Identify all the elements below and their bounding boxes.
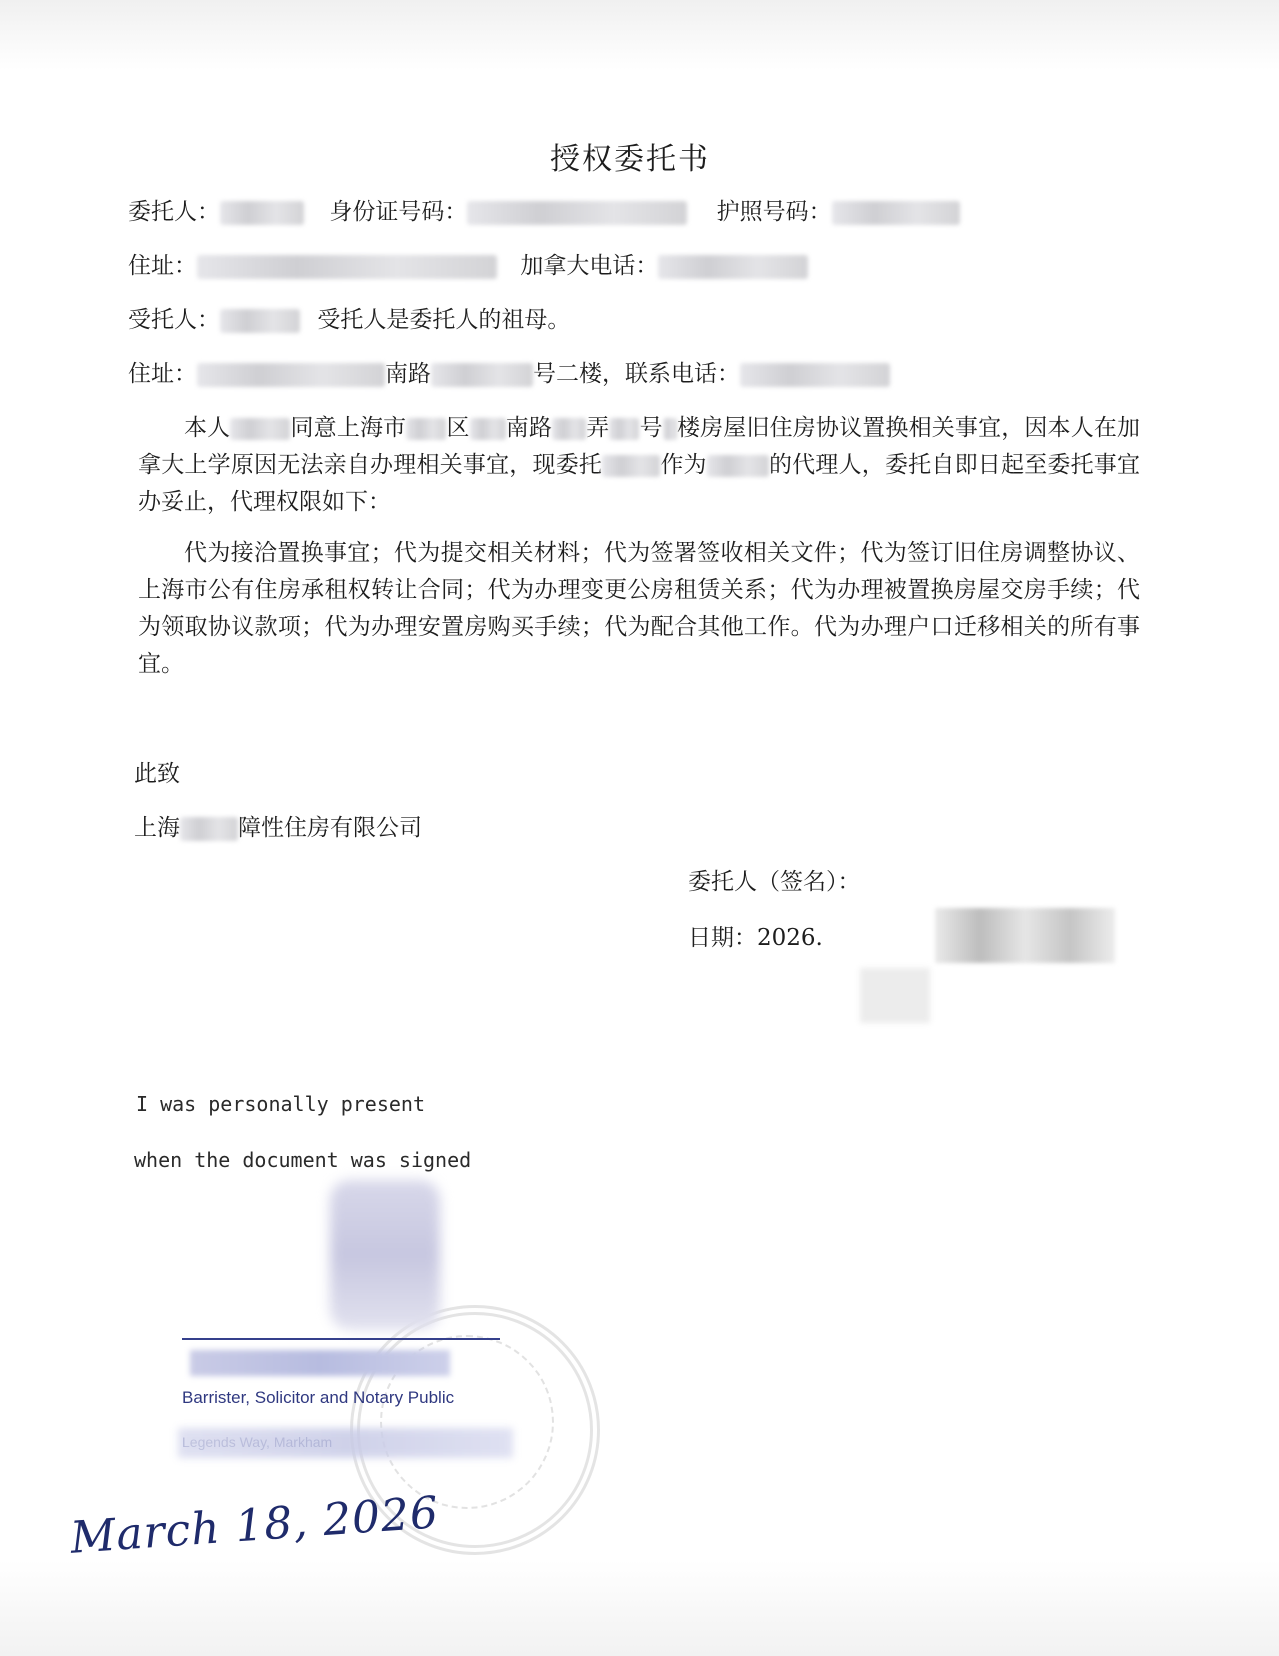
redacted-agent-name — [220, 309, 300, 333]
redacted-id-number — [467, 201, 687, 225]
principal-line — [128, 196, 960, 228]
signature-label: 委托人（签名）： — [688, 869, 861, 895]
para1-text-6: 号 — [639, 415, 663, 441]
redacted-signature — [935, 908, 1115, 963]
redacted-agent-address-1 — [197, 363, 385, 387]
agent-line — [128, 304, 570, 336]
agent-address-line — [128, 358, 890, 390]
salutation: 此致 — [134, 761, 180, 787]
para1-text-5: 弄 — [586, 415, 610, 441]
redacted-district — [406, 418, 446, 440]
recipient-line — [134, 812, 422, 844]
redacted-agent-address-2 — [431, 363, 533, 387]
authorization-paragraph — [138, 410, 1140, 521]
para1-text-2: 同意上海市 — [290, 415, 407, 441]
redacted-recipient — [180, 817, 238, 841]
canada-phone-label: 加拿大电话： — [520, 253, 659, 279]
notary-title: Barrister, Solicitor and Notary Public — [182, 1388, 455, 1407]
date-line — [688, 922, 823, 954]
notary-statement-line1: I was personally present — [136, 1092, 425, 1116]
powers-paragraph: 代为接洽置换事宜；代为提交相关材料；代为签署签收相关文件；代为签订旧住房调整协议、上海市公有住房承租权转让合同；代为办理变更公房租赁关系；代为办理被置换房屋交房手续；代为领取协议款项；代为办理安置房购买手续；代为配合其他工作。代为办理户口迁移相关的所有事宜。 — [138, 540, 1140, 677]
stamp-rule — [182, 1338, 500, 1340]
recipient-prefix: 上海 — [134, 815, 180, 841]
redacted-name-1 — [230, 418, 290, 440]
agent-relation: 受托人是委托人的祖母。 — [317, 307, 571, 333]
notary-statement-line2: when the document was signed — [134, 1148, 472, 1172]
para1-text-9: 的代理人，委托自即日起至委托事宜办妥止，代理权限如下： — [138, 452, 1141, 515]
redacted-notary-address — [178, 1428, 513, 1458]
redacted-date — [860, 968, 930, 1023]
para1-text-3: 区 — [446, 415, 470, 441]
agent-address-road: 南路 — [385, 361, 431, 387]
principal-label: 委托人： — [128, 199, 220, 225]
notary-stamp — [182, 1338, 502, 1478]
date-label: 日期： — [688, 925, 757, 951]
redacted-road — [470, 418, 506, 440]
recipient-suffix: 障性住房有限公司 — [238, 815, 422, 841]
redacted-principal-address — [197, 255, 497, 279]
document-title: 授权委托书 — [550, 142, 710, 177]
agent-label: 受托人： — [128, 307, 220, 333]
para1-text-8: 作为 — [660, 452, 707, 478]
redacted-principal-ref — [707, 455, 769, 477]
principal-address-label: 住址： — [128, 253, 197, 279]
id-label: 身份证号码： — [329, 199, 468, 225]
para1-text-1: 本人 — [184, 415, 231, 441]
redacted-number — [609, 418, 639, 440]
date-value: 2026. — [757, 925, 823, 951]
agent-phone-label: 联系电话： — [625, 361, 740, 387]
redacted-principal-name — [220, 201, 304, 225]
redacted-agent-phone — [740, 363, 890, 387]
agent-address-label: 住址： — [128, 361, 197, 387]
redacted-lane — [552, 418, 586, 440]
para1-text-4: 南路 — [505, 415, 553, 441]
redacted-floor — [663, 418, 677, 440]
redacted-canada-phone — [658, 255, 808, 279]
para1-text-7: 楼房屋旧住房协议置换相关事宜，因本人在加拿大上学原因无法亲自办理相关事宜，现委托 — [138, 415, 1141, 478]
redacted-notary-name — [190, 1350, 450, 1376]
handwritten-date: March 18, 2026 — [68, 1487, 441, 1564]
redacted-passport-number — [832, 201, 960, 225]
redacted-agent-ref — [602, 455, 660, 477]
principal-address-line — [128, 250, 808, 282]
passport-label: 护照号码： — [716, 199, 832, 225]
agent-address-floor: 号二楼， — [533, 361, 625, 387]
redacted-notary-signature — [330, 1180, 440, 1330]
